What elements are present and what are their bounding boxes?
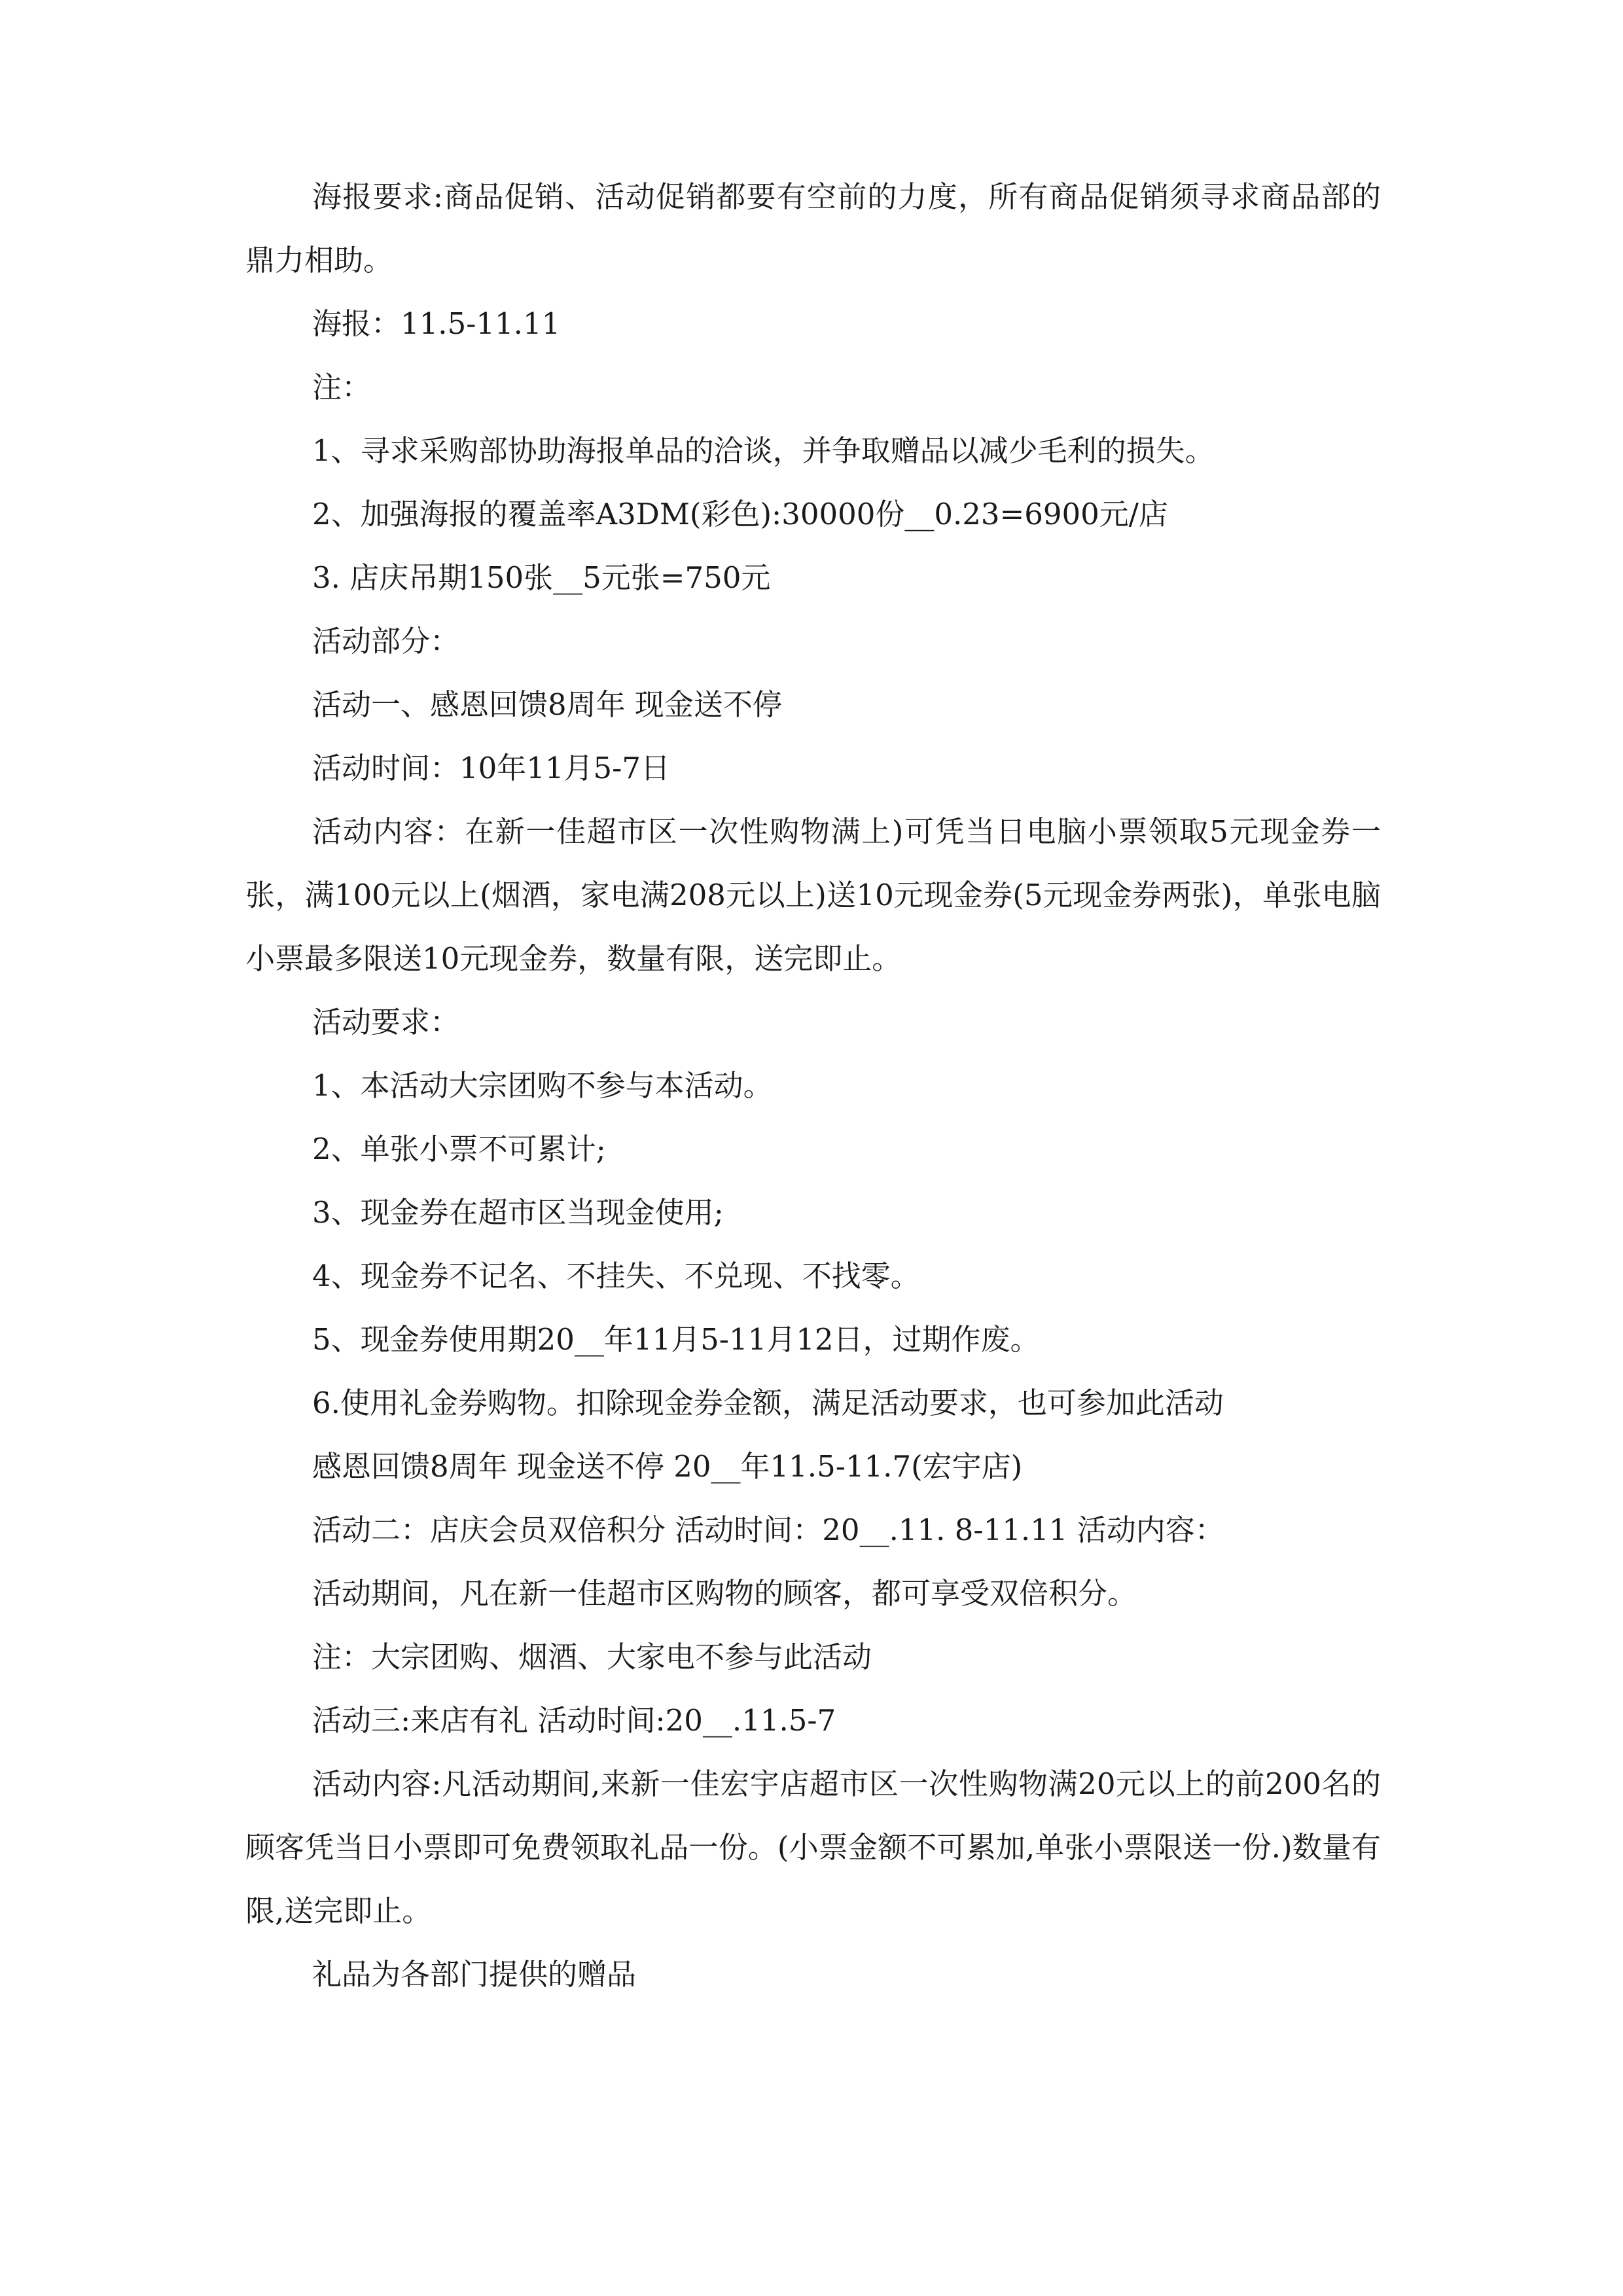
activity-3-title: 活动三:来店有礼 活动时间:20__.11.5-7	[312, 1703, 836, 1738]
activity-1-summary: 感恩回馈8周年 现金送不停 20__年11.5-11.7(宏宇店)	[312, 1449, 1023, 1484]
requirement-item-5: 5、现金券使用期20__年11月5-11月12日，过期作废。	[312, 1322, 1040, 1357]
poster-date-line: 海报：11.5-11.11	[312, 306, 561, 341]
activity-2-content: 活动期间，凡在新一佳超市区购物的顾客，都可享受双倍积分。	[312, 1576, 1137, 1611]
requirement-item-6: 6.使用礼金券购物。扣除现金券金额，满足活动要求，也可参加此活动	[312, 1386, 1224, 1420]
document-body	[245, 165, 1381, 2006]
requirement-item-2: 2、单张小票不可累计;	[312, 1132, 606, 1166]
note-item-1: 1、寻求采购部协助海报单品的洽谈，并争取赠品以减少毛利的损失。	[312, 433, 1215, 468]
note-item-3: 3. 店庆吊期150张__5元张=750元	[312, 560, 771, 595]
note-item-2: 2、加强海报的覆盖率A3DM(彩色):30000份__0.23=6900元/店	[312, 497, 1168, 531]
activity-1-content: 活动内容：在新一佳超市区一次性购物满上)可凭当日电脑小票领取5元现金券一张，满100元以上(烟酒，家电满208元以上)送10元现金券(5元现金券两张)，单张电脑小票最多限送10元现金券，数量有限，送完即止。	[245, 814, 1381, 976]
activity-requirements-heading: 活动要求：	[312, 1005, 460, 1039]
activity-1-title: 活动一、感恩回馈8周年 现金送不停	[312, 687, 782, 722]
requirement-item-1: 1、本活动大宗团购不参与本活动。	[312, 1068, 773, 1103]
activity-2-note: 注：大宗团购、烟酒、大家电不参与此活动	[312, 1640, 872, 1674]
activity-section-heading: 活动部分：	[312, 624, 460, 658]
activity-2-title: 活动二：店庆会员双倍积分 活动时间：20__.11. 8-11.11 活动内容：	[312, 1513, 1224, 1547]
requirement-item-3: 3、现金券在超市区当现金使用;	[312, 1195, 724, 1230]
activity-1-time: 活动时间：10年11月5-7日	[312, 751, 670, 785]
poster-requirement-paragraph: 海报要求:商品促销、活动促销都要有空前的力度，所有商品促销须寻求商品部的鼎力相助。	[245, 179, 1381, 278]
activity-3-content: 活动内容:凡活动期间,来新一佳宏宇店超市区一次性购物满20元以上的前200名的顾客凭当日小票即可免费领取礼品一份。(小票金额不可累加,单张小票限送一份.)数量有限,送完即止。	[245, 1767, 1381, 1928]
note-heading: 注：	[312, 370, 372, 404]
gift-note: 礼品为各部门提供的赠品	[312, 1957, 637, 1992]
requirement-item-4: 4、现金券不记名、不挂失、不兑现、不找零。	[312, 1259, 920, 1293]
